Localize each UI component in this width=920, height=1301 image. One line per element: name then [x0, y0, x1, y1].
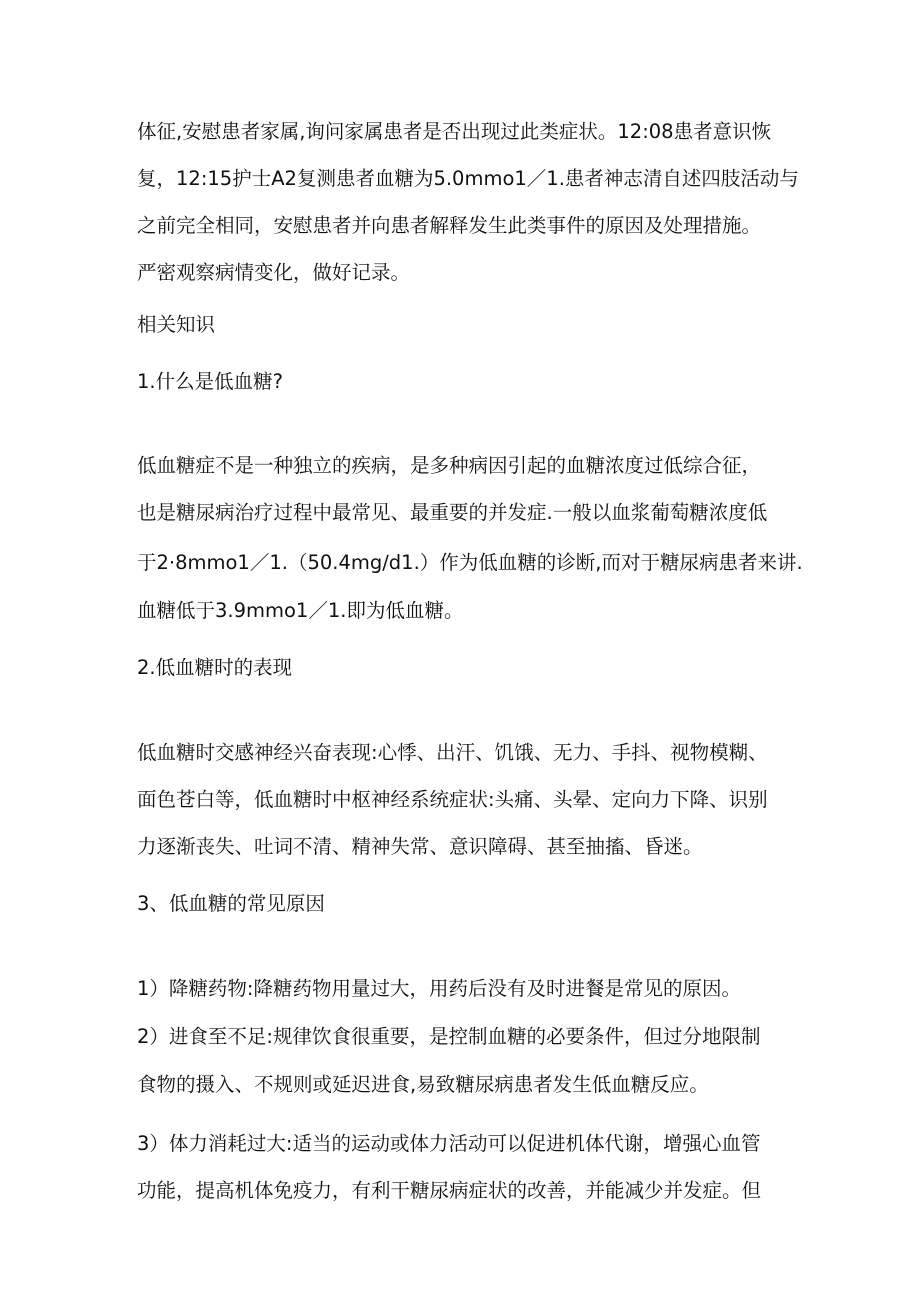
list-item-continuation: 食物的摄入、不规则或延迟进食,易致糖尿病患者发生低血糖反应。	[137, 1073, 709, 1096]
section-heading: 2.低血糖时的表现	[137, 656, 293, 679]
paragraph-line: 低血糖时交感神经兴奋表现:心悸、出汗、饥饿、无力、手抖、视物模糊、	[137, 741, 768, 764]
list-item-continuation: 功能，提高机体免疫力，有利干糖尿病症状的改善，并能减少并发症。但	[137, 1179, 762, 1202]
section-heading: 1.什么是低血糖?	[137, 370, 283, 393]
list-item: 1）降糖药物:降糖药物用量过大，用药后没有及时进餐是常见的原因。	[137, 977, 741, 1000]
section-heading: 3、低血糖的常见原因	[137, 892, 325, 915]
paragraph-line: 低血糖症不是一种独立的疾病，是多种病因引起的血糖浓度过低综合征，	[137, 454, 762, 477]
list-item: 2）进食至不足:规律饮食很重要，是控制血糖的必要条件，但过分地限制	[137, 1025, 761, 1048]
paragraph-line: 体征,安慰患者家属,询问家属患者是否出现过此类症状。12:08患者意识恢	[137, 120, 772, 143]
paragraph-line: 复，12:15护士A2复测患者血糖为5.0mmo1／1.患者神志清自述四肢活动与	[137, 167, 799, 190]
paragraph-line: 也是糖尿病治疗过程中最常见、最重要的并发症.一般以血浆葡萄糖浓度低	[137, 501, 768, 524]
paragraph-line: 于2·8mmo1／1.（50.4mg∕d1.）作为低血糖的诊断,而对于糖尿病患者来讲.	[137, 551, 803, 574]
paragraph-line: 严密观察病情变化，做好记录。	[137, 261, 411, 284]
paragraph-line: 之前完全相同，安慰患者并向患者解释发生此类事件的原因及处理措施。	[137, 214, 762, 237]
paragraph-line: 力逐渐丧失、吐词不清、精神失常、意识障碍、甚至抽搐、昏迷。	[137, 835, 703, 858]
paragraph-line: 血糖低于3.9mmo1／1.即为低血糖。	[137, 599, 464, 622]
section-heading: 相关知识	[137, 313, 216, 336]
paragraph-line: 面色苍白等，低血糖时中枢神经系统症状:头痛、头晕、定向力下降、识别	[137, 788, 768, 811]
list-item: 3）体力消耗过大:适当的运动或体力活动可以促进机体代谢，增强心血管	[137, 1132, 761, 1155]
